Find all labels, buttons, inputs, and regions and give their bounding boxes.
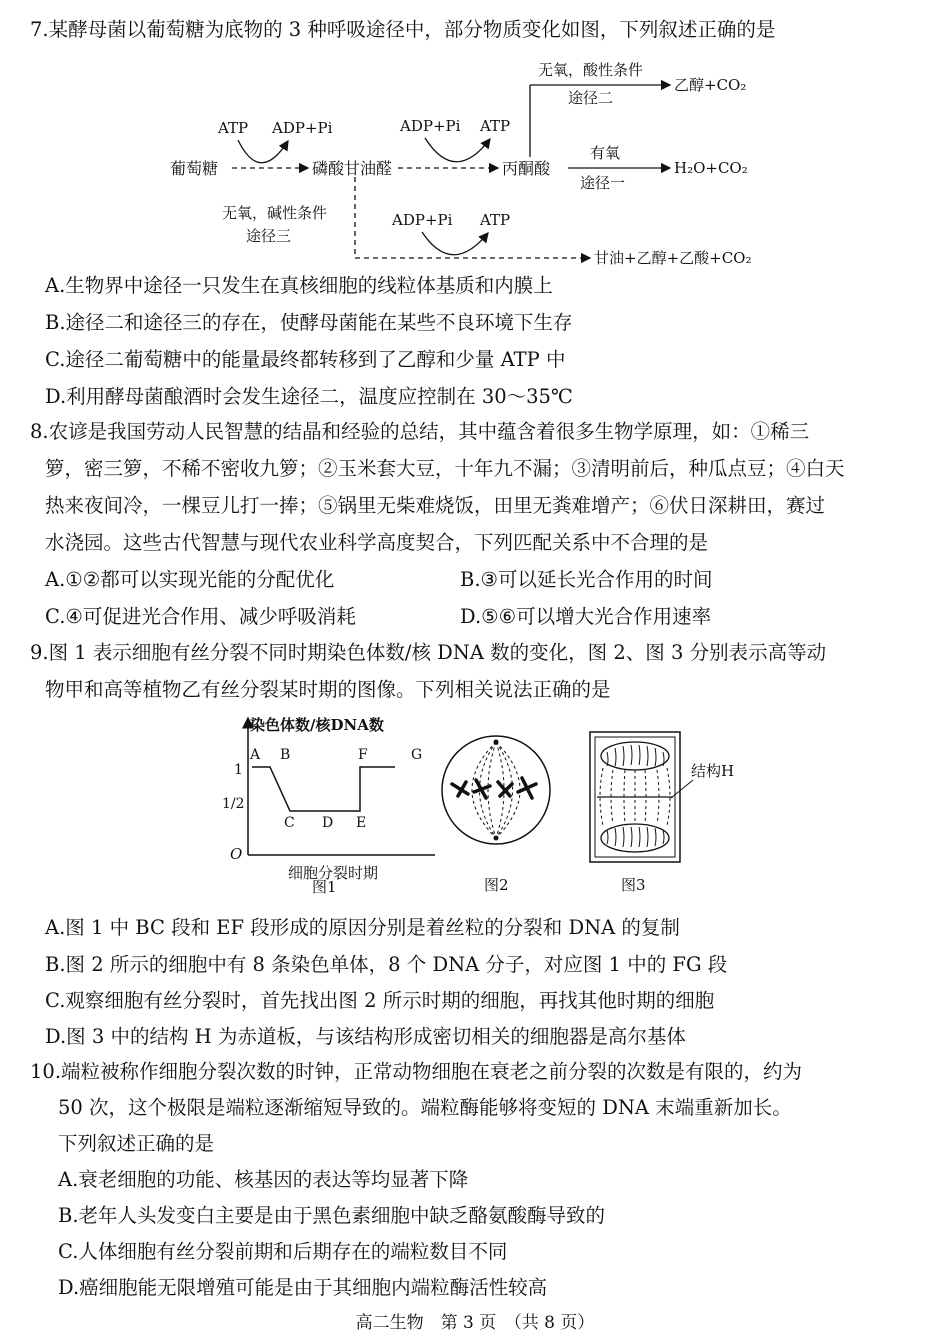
atp-label-1: ATP — [218, 119, 249, 137]
q9-option-c: C.观察细胞有丝分裂时，首先找出图 2 所示时期的细胞，再找其他时期的细胞 — [45, 989, 715, 1012]
point-label-g: G — [411, 747, 423, 763]
curve-adp-atp-2 — [425, 138, 490, 162]
pyruvate-label: 丙酮酸 — [502, 159, 551, 178]
point-label-c: C — [284, 815, 295, 831]
prod3-label: 甘油+乙醇+乙酸+CO₂ — [594, 249, 752, 267]
ratio-line — [252, 767, 395, 811]
point-label-f: F — [358, 747, 368, 763]
figure-2-animal-cell — [438, 728, 558, 902]
cond-anaerobic-acid: 无氧，酸性条件 — [538, 61, 644, 79]
figure-2-caption: 图2 — [484, 876, 509, 894]
cond-anaerobic-base: 无氧，碱性条件 — [222, 204, 328, 222]
curve-adp-atp-3 — [422, 232, 488, 255]
q7-option-c: C.途径二葡萄糖中的能量最终都转移到了乙醇和少量 ATP 中 — [45, 348, 566, 371]
curve-atp-adp-1 — [238, 140, 288, 163]
q10-option-a: A.衰老细胞的功能、核基因的表达等均显著下降 — [58, 1168, 469, 1191]
q8-option-d: D.⑤⑥可以增大光合作用速率 — [460, 605, 712, 628]
figure-1-chart — [220, 710, 440, 904]
point-label-b: B — [280, 747, 291, 763]
path3-label: 途径三 — [246, 227, 292, 245]
point-label-d: D — [322, 815, 334, 831]
q7-option-b: B.途径二和途径三的存在，使酵母菌能在某些不良环境下生存 — [45, 311, 573, 334]
q9-option-b: B.图 2 所示的细胞中有 8 条染色单体，8 个 DNA 分子，对应图 1 中的 FG 段 — [45, 953, 728, 976]
y-axis-label: 染色体数/核DNA数 — [250, 716, 384, 734]
glucose-label: 葡萄糖 — [170, 159, 219, 178]
q8-option-a: A.①②都可以实现光能的分配优化 — [45, 568, 335, 591]
q10-option-c: C.人体细胞有丝分裂前期和后期存在的端粒数目不同 — [58, 1240, 508, 1263]
q8-stem-line-2: 箩，密三箩，不稀不密收九箩；②玉米套大豆，十年九不漏；③清明前后，种瓜点豆；④白天 — [45, 457, 845, 480]
q8-option-c: C.④可促进光合作用、减少呼吸消耗 — [45, 605, 356, 628]
adp-label-1: ADP+Pi — [272, 119, 333, 137]
figure-3-caption: 图3 — [621, 876, 646, 894]
q8-option-b: B.③可以延长光合作用的时间 — [460, 568, 713, 591]
atp-label-2: ATP — [480, 117, 511, 135]
atp-label-3: ATP — [480, 211, 511, 229]
y-tick-half: 1/2 — [222, 796, 245, 812]
cond-aerobic: 有氧 — [590, 144, 621, 162]
respiration-pathway-diagram — [150, 55, 790, 279]
q9-stem-line-1: 9.图 1 表示细胞有丝分裂不同时期染色体数/核 DNA 数的变化，图 2、图 3 分别表示高等动 — [30, 641, 827, 664]
q10-option-b: B.老年人头发变白主要是由于黑色素细胞中缺乏酪氨酸酶导致的 — [58, 1204, 606, 1227]
q8-stem-line-4: 水浇园。这些古代智慧与现代农业科学高度契合，下列匹配关系中不合理的是 — [45, 531, 709, 554]
q7-stem: 7.某酵母菌以葡萄糖为底物的 3 种呼吸途径中，部分物质变化如图，下列叙述正确的是 — [30, 18, 776, 41]
daughter-nucleus-bottom — [601, 824, 669, 852]
point-label-a: A — [250, 747, 261, 763]
page-footer: 高二生物 第 3 页 （共 8 页） — [355, 1313, 595, 1333]
q8-stem-line-1: 8.农谚是我国劳动人民智慧的结晶和经验的总结，其中蕴含着很多生物学原理，如：①稀三 — [30, 420, 810, 443]
daughter-nucleus-top — [601, 742, 669, 770]
q10-stem-line-1: 10.端粒被称作细胞分裂次数的时钟，正常动物细胞在衰老之前分裂的次数是有限的，约为 — [30, 1060, 803, 1083]
q8-stem-line-3: 热来夜间冷，一棵豆儿打一捧；⑤锅里无柴难烧饭，田里无粪难增产；⑥伏日深耕田，赛过 — [45, 494, 826, 517]
prod1-label: H₂O+CO₂ — [674, 159, 748, 177]
q10-option-d: D.癌细胞能无限增殖可能是由于其细胞内端粒酶活性较高 — [58, 1276, 548, 1299]
point-label-e: E — [356, 815, 367, 831]
q10-stem-line-3: 下列叙述正确的是 — [58, 1132, 215, 1155]
figure-3-plant-cell — [585, 728, 785, 902]
q7-option-a: A.生物界中途径一只发生在真核细胞的线粒体基质和内膜上 — [45, 274, 553, 297]
q7-option-d: D.利用酵母菌酿酒时会发生途径二，温度应控制在 30～35℃ — [45, 385, 573, 408]
q9-stem-line-2: 物甲和高等植物乙有丝分裂某时期的图像。下列相关说法正确的是 — [45, 678, 611, 701]
q10-stem-line-2: 50 次，这个极限是端粒逐渐缩短导致的。端粒酶能够将变短的 DNA 末端重新加长。 — [58, 1096, 792, 1119]
figure-1-caption: 图1 — [312, 878, 337, 896]
prod2-label: 乙醇+CO₂ — [674, 76, 747, 94]
structure-h-label: 结构H — [691, 762, 735, 780]
q9-option-a: A.图 1 中 BC 段和 EF 段形成的原因分别是着丝粒的分裂和 DNA 的复制 — [45, 916, 680, 939]
x-axis-label: 细胞分裂时期 — [288, 864, 379, 882]
q9-option-d: D.图 3 中的结构 H 为赤道板，与该结构形成密切相关的细胞器是高尔基体 — [45, 1025, 686, 1048]
y-tick-1: 1 — [234, 762, 243, 778]
path1-label: 途径一 — [580, 174, 626, 192]
structure-h-pointer — [671, 780, 693, 798]
adp-label-2: ADP+Pi — [400, 117, 461, 135]
path2-label: 途径二 — [568, 89, 614, 107]
origin-label: O — [230, 845, 243, 863]
chromosomes — [452, 778, 536, 798]
adp-label-3: ADP+Pi — [392, 211, 453, 229]
cell-membrane — [442, 736, 550, 844]
g3p-label: 磷酸甘油醛 — [312, 159, 393, 178]
